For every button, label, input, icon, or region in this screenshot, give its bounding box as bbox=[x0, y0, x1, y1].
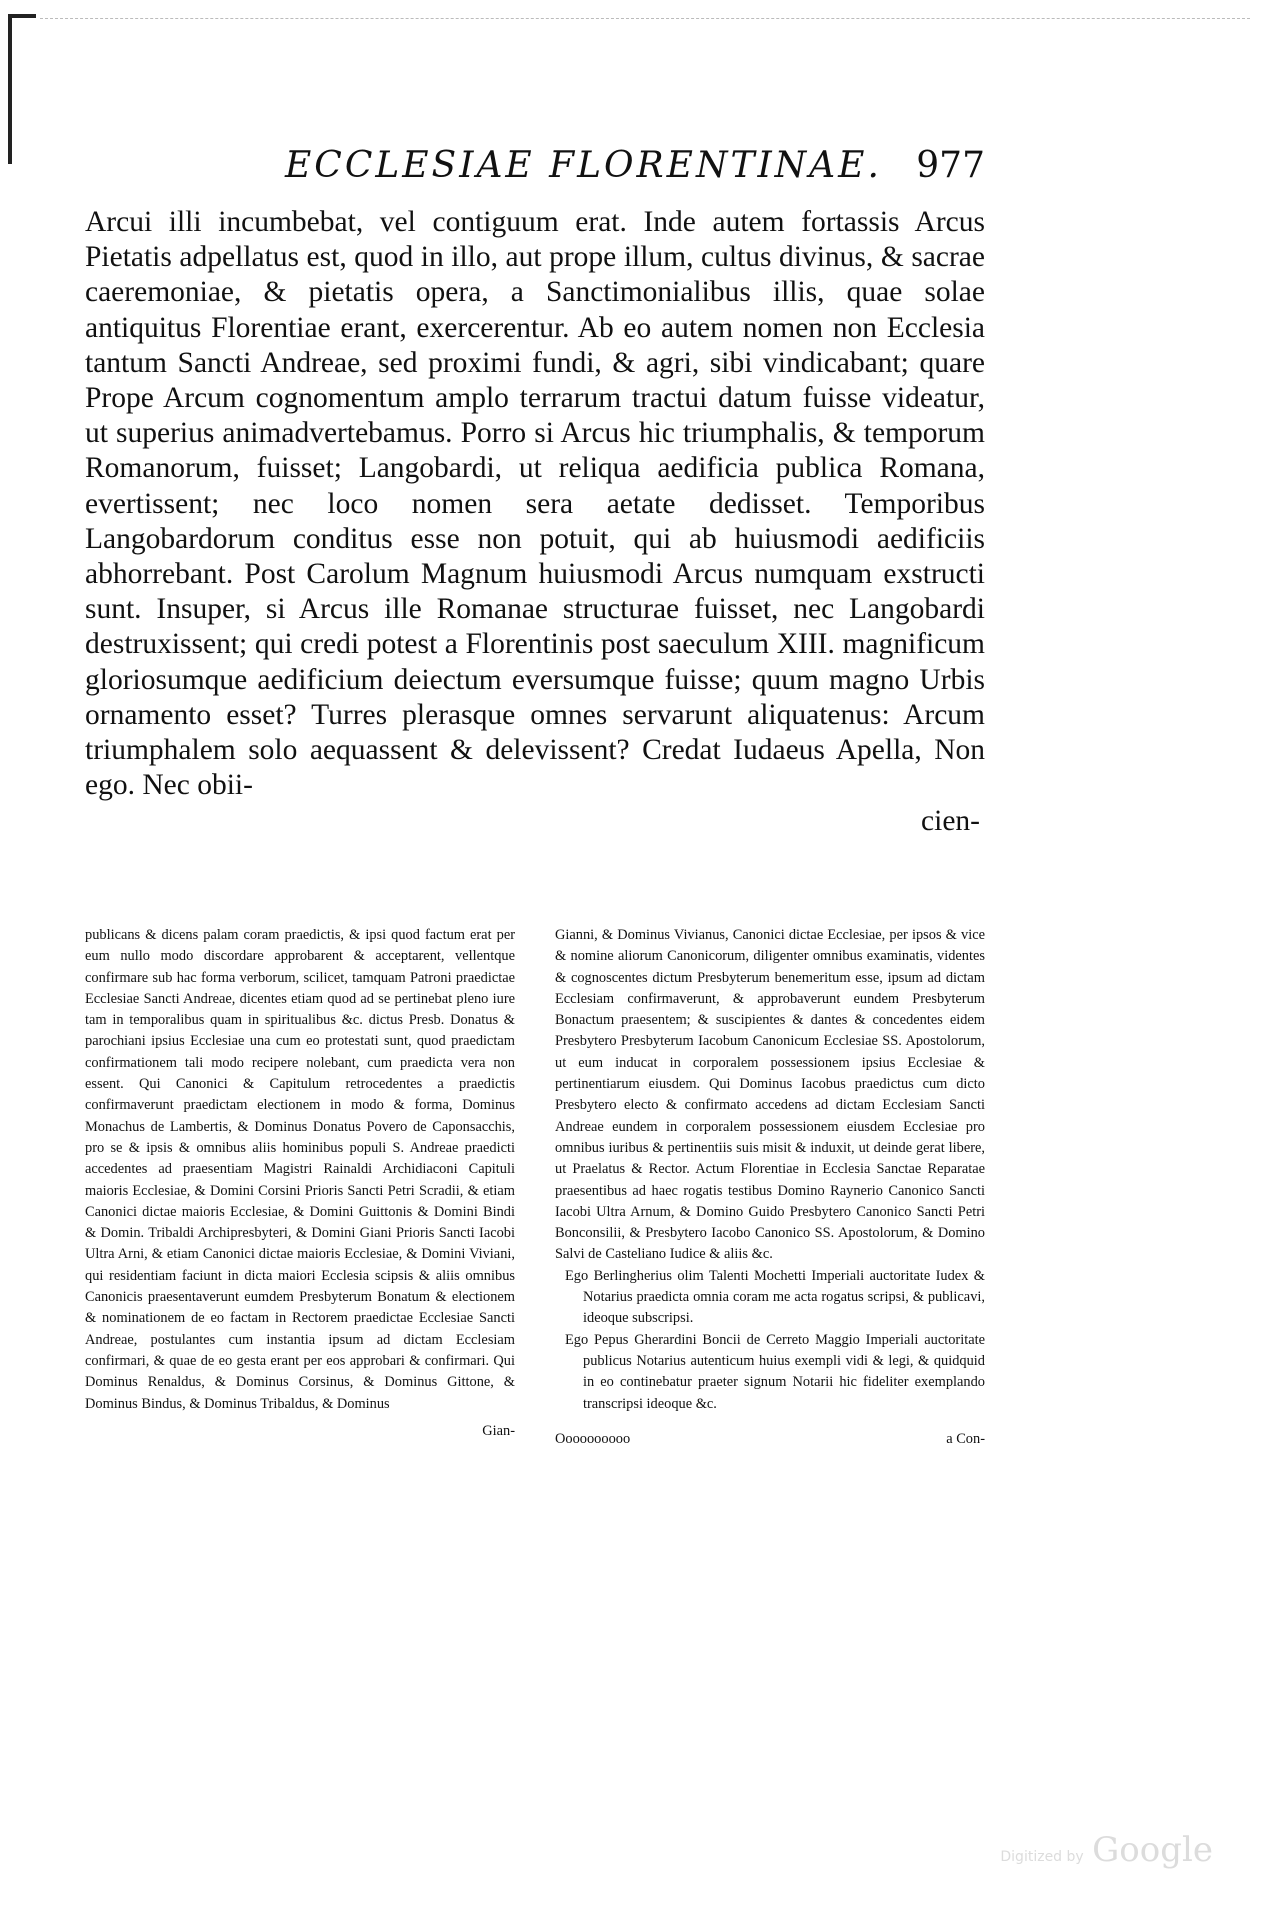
notary-subscription-1: Ego Berlingherius olim Talenti Mochetti Imperiali auctoritate Iudex & Notarius praedicta omnia coram me acta rogatus scripsi, & publicavi, ideoque subscripsi. bbox=[565, 1267, 985, 1327]
book-page bbox=[85, 145, 985, 1447]
right-catchword: a Con- bbox=[946, 1430, 985, 1447]
footnote-left-column bbox=[85, 925, 515, 1450]
page-header bbox=[85, 145, 985, 205]
scan-top-edge bbox=[40, 18, 1250, 20]
running-title: ECCLESIAE FLORENTINAE. bbox=[285, 145, 882, 186]
footnote-left-foot bbox=[85, 1421, 515, 1442]
page-corner-mark-top bbox=[8, 14, 36, 18]
digitization-watermark bbox=[1000, 1830, 1213, 1870]
footnotes bbox=[85, 925, 985, 1450]
page-corner-mark bbox=[8, 14, 12, 164]
main-catchword: cien- bbox=[921, 805, 980, 838]
footnote-right-text: Gianni, & Dominus Vivianus, Canonici dictae Ecclesiae, per ipsos & vice & nomine aliorum Canonicorum, diligenter omnibus examinatis, videntes & cognoscentes dictum Presbyterum benemeritum esse, ipsum ad dictam Ecclesiam confirmaverunt, & approbaverunt eundem Presbyterum Bonactum praesentem; & suscipientes & dantes & concedentes eidem Presbytero Presbyterum Iacobum Canonicum Ecclesiae SS. Apostolorum, ut eum inducat in corporalem possessionem ipsius Ecclesiae & pertinentiarum eiusdem. Qui Dominus Iacobus praedictus cum dicto Presbytero electo & confirmato accedens ad dictam Ecclesiam Sancti Andreae eundem in corporalem possessionem eiusdem Ecclesiae pro omnibus iuribus & pertinentiis suis misit & induxit, ut deinde gerat libere, ut Praelatus & Rector. Actum Florentiae in Ecclesia Sanctae Reparatae praesentibus ad haec rogatis testibus Domino Raynerio Canonico Sancti Iacobi Ultra Arnum, & Domino Guido Presbytero Canonico Sancti Petri Bonconsilii, & Presbytero Iacobo Canonico SS. Apostolorum, & Domino Salvi de Casteliano Iudice & aliis &c. bbox=[555, 927, 985, 1263]
page-number: 977 bbox=[916, 145, 985, 186]
watermark-prefix: Digitized by bbox=[1000, 1849, 1084, 1865]
main-paragraph: Arcui illi incumbebat, vel contiguum erat. Inde autem fortassis Arcus Pietatis adpellatus est, quod in illo, aut prope illum, cultus divinus, & sacrae caeremoniae, & pietatis opera, a Sanctimonialibus illis, quae solae antiquitus Florentiae erant, exercerentur. Ab eo autem nomen non Ecclesia tantum Sancti Andreae, sed proximi fundi, & agri, sibi vindicabant; quare Prope Arcum cognomentum amplo terrarum tractui datum fuisse videatur, ut superius animadvertebamus. Porro si Arcus hic triumphalis, & temporum Romanorum, fuisset; Langobardi, ut reliqua aedificia publica Romana, evertissent; nec loco nomen sera aetate dedisset. Temporibus Langobardorum conditus esse non potuit, qui ab huiusmodi aedificiis abhorrebant. Post Carolum Magnum huiusmodi Arcus numquam exstructi sunt. Insuper, si Arcus ille Romanae structurae fuisset, nec Langobardi destruxissent; qui credi potest a Florentinis post saeculum XIII. magnificum gloriosumque aedificium deiectum eversumque fuisse; quum magno Urbis ornamento esset? Turres plerasque omnes servarunt aliquatenus: Arcum triumphalem solo aequassent & delevissent? Credat Iudaeus Apella, Non ego. Nec obii- bbox=[85, 206, 985, 802]
main-text-block bbox=[85, 205, 985, 839]
watermark-brand: Google bbox=[1092, 1830, 1213, 1870]
footnote-right-foot bbox=[555, 1429, 985, 1450]
footnote-right-column bbox=[555, 925, 985, 1450]
footnote-left-text: publicans & dicens palam coram praedictis, & ipsi quod factum erat per eum nullo modo discordare approbarent & acceptarent, vellentque confirmare sub hac forma verborum, scilicet, tamquam Patroni praedictae Ecclesiae Sancti Andreae, dicentes etiam quod ad se pertinebat pleno iure tam in temporalibus quam in spiritualibus &c. dictus Presb. Donatus & parochiani ipsius Ecclesiae una cum eo protestati sunt, quod praedictam confirmationem tali modo recipere nolebant, cum praedicta vera non essent. Qui Canonici & Capitulum retrocedentes a praedictis confirmaverunt praedictam electionem in modo & forma, Dominus Monachus de Lambertis, & Dominus Donatus Povero de Caponsacchis, pro se & ipsis & omnibus aliis hominibus populi S. Andreae praedicti accedentes ad praesentiam Magistri Rainaldi Archidiaconi Capituli maioris Ecclesiae, & Domini Corsini Prioris Sancti Petri Scradii, & etiam Canonici dictae maioris Ecclesiae, & Domini Guittonis & Domini Bindi & Domin. Tribaldi Archipresbyteri, & Domini Giani Prioris Sancti Iacobi Ultra Arni, & etiam Canonici dictae maioris Ecclesiae, & Domini Viviani, qui residentiam faciunt in dicta maiori Ecclesia scipsis & aliis omnibus Canonicis praesentaverunt eumdem Presbyterum Bonatum & electionem & nominationem de eo factam in Rectorem praedictae Ecclesiae Sancti Andreae, postulantes cum instantia ipsum ad dictam Ecclesiam confirmari, & quae de eo gesta erant per eos approbari & confirmari. Qui Dominus Renaldus, & Dominus Corsinus, & Dominus Gittone, & Dominus Bindus, & Dominus Tribaldus, & Dominus bbox=[85, 927, 515, 1412]
left-catchword: Gian- bbox=[482, 1422, 515, 1439]
signature-mark: Oooooooooo bbox=[555, 1430, 631, 1447]
notary-subscription-2: Ego Pepus Gherardini Boncii de Cerreto Maggio Imperiali auctoritate publicus Notarius autenticum huius exempli vidi & legi, & quidquid in eo continebatur praeter signum Notarii hic fideliter exemplando transcripsi ideoque &c. bbox=[565, 1331, 985, 1412]
